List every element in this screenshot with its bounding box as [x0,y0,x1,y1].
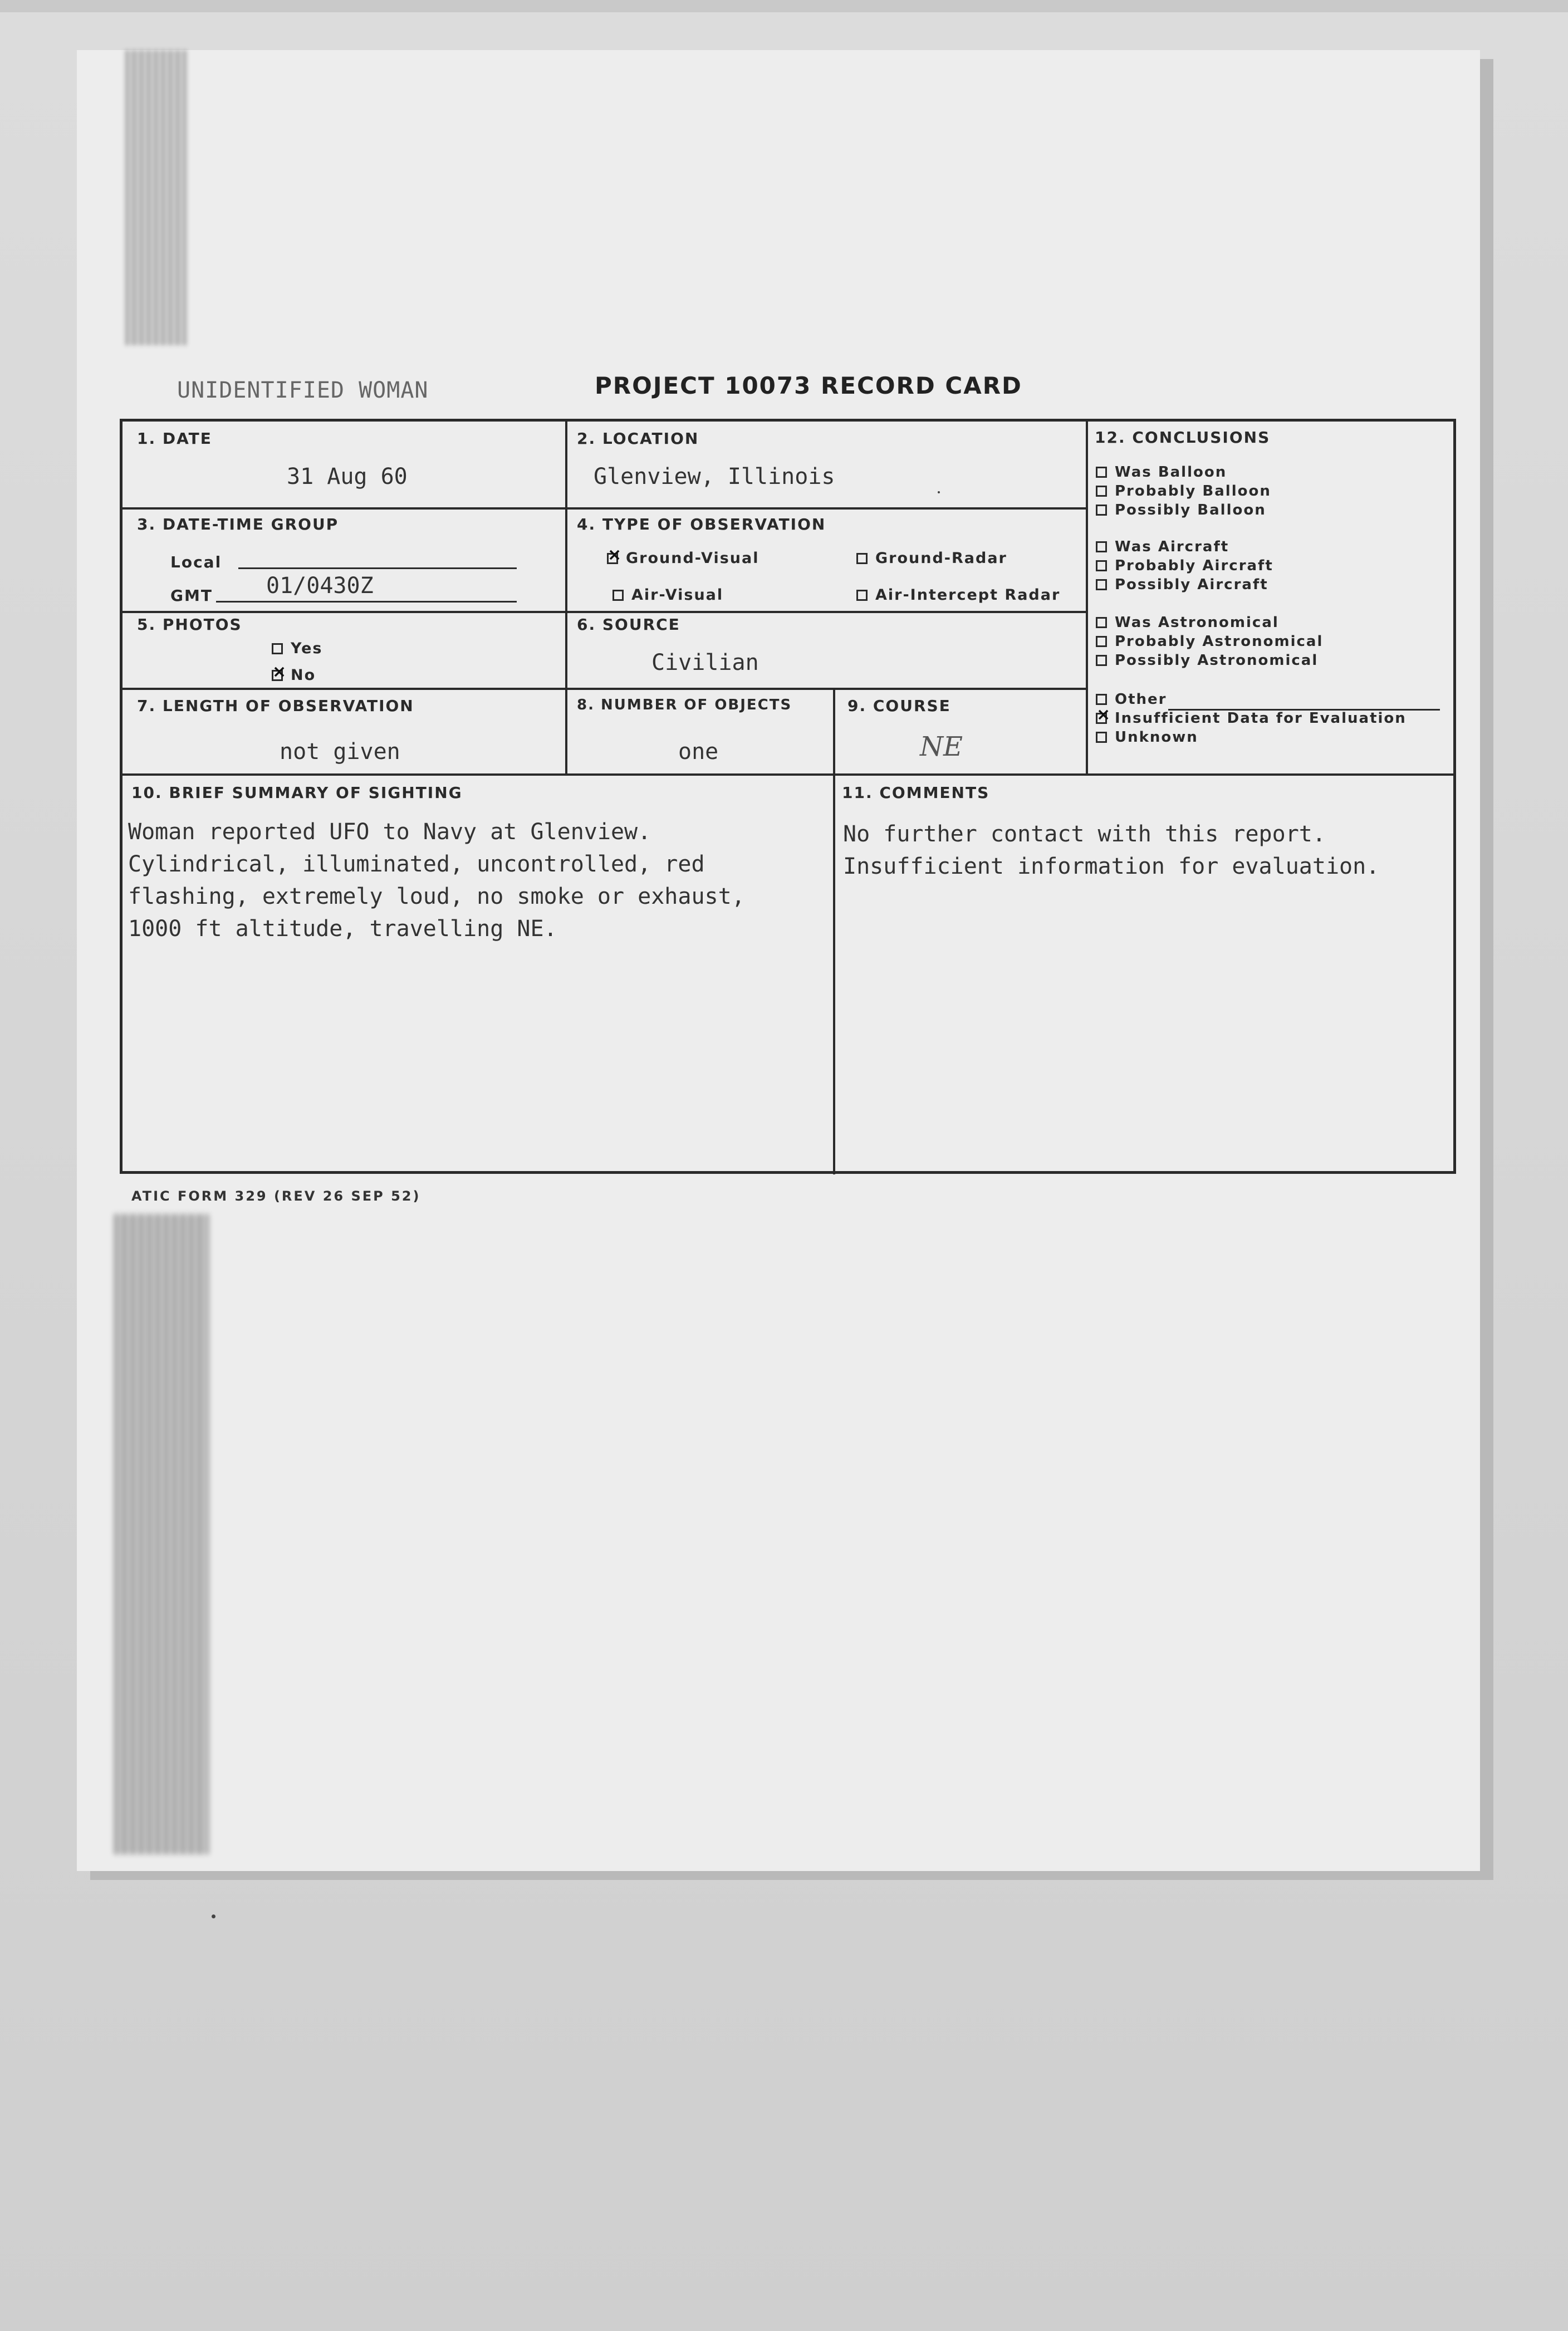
conclusion-was-balloon: Was Balloon [1096,464,1227,481]
summary-line: Cylindrical, illuminated, uncontrolled, red [128,851,705,877]
binding-shadow [125,50,187,345]
checkbox-icon [272,670,283,681]
location-label: 2. LOCATION [577,429,699,448]
checkbox-icon [856,590,868,601]
date-time-group-label: 3. DATE-TIME GROUP [137,515,339,533]
location-value: Glenview, Illinois [594,464,835,489]
gmt-label: GMT [170,586,213,605]
divider [122,773,1453,776]
divider [833,690,835,776]
checkbox-icon [607,553,618,564]
checkbox-icon [1096,541,1107,552]
checkbox-icon [1096,617,1107,628]
comments-label: 11. COMMENTS [842,783,990,802]
summary-text [128,816,745,945]
summary-label: 10. BRIEF SUMMARY OF SIGHTING [131,783,463,802]
summary-line: 1000 ft altitude, travelling NE. [128,916,557,942]
checkbox-icon [1096,713,1107,724]
number-of-objects-label: 8. NUMBER OF OBJECTS [577,697,792,713]
divider [1086,422,1088,776]
observation-type-label: 4. TYPE OF OBSERVATION [577,515,826,533]
checkbox-icon [1096,467,1107,478]
checkbox-icon [1096,486,1107,497]
checkbox-icon [1096,655,1107,666]
date-value: 31 Aug 60 [287,464,408,489]
checkbox-icon [1096,636,1107,647]
length-of-observation-label: 7. LENGTH OF OBSERVATION [137,697,414,715]
checkbox-icon [272,643,283,654]
conclusion-probably-aircraft: Probably Aircraft [1096,557,1273,574]
conclusion-unknown: Unknown [1096,729,1198,746]
source-label: 6. SOURCE [577,615,680,634]
photos-option-no: × No [272,667,316,684]
checkbox-icon [1096,560,1107,571]
length-of-observation-value: not given [280,739,400,765]
gmt-underline [216,601,517,603]
conclusion-probably-balloon: Probably Balloon [1096,483,1271,499]
observation-option-air-intercept-radar: Air-Intercept Radar [856,586,1060,604]
conclusion-insufficient-data: × Insufficient Data for Evaluation [1096,710,1407,727]
checkbox-icon [1096,579,1107,590]
checkbox-icon [1096,694,1107,705]
comments-line: No further contact with this report. [843,821,1326,847]
conclusion-possibly-aircraft: Possibly Aircraft [1096,576,1268,593]
photos-label: 5. PHOTOS [137,615,242,634]
observation-option-ground-radar: Ground-Radar [856,550,1007,567]
conclusion-was-astronomical: Was Astronomical [1096,614,1279,631]
number-of-objects-value: one [678,739,719,765]
observation-option-ground-visual: × Ground-Visual [607,550,759,567]
checkbox-icon [612,590,624,601]
conclusion-possibly-astronomical: Possibly Astronomical [1096,652,1318,669]
divider [565,422,567,776]
divider [566,611,1087,613]
course-value: NE [920,731,963,762]
binding-shadow [114,1214,209,1854]
conclusions-label: 12. CONCLUSIONS [1095,428,1271,447]
divider [122,611,566,613]
course-label: 9. COURSE [847,697,951,715]
divider [122,507,1087,510]
summary-line: flashing, extremely loud, no smoke or exhaust, [128,884,745,909]
case-label: UNIDENTIFIED WOMAN [177,378,429,403]
checkbox-icon [1096,505,1107,516]
source-value: Civilian [651,650,759,675]
gmt-value: 01/0430Z [266,573,374,599]
local-label: Local [170,553,222,571]
checkbox-icon [856,553,868,564]
observation-option-air-visual: Air-Visual [612,586,723,604]
form-number: ATIC FORM 329 (REV 26 SEP 52) [131,1188,421,1204]
speck [938,491,940,493]
checkbox-icon [1096,732,1107,743]
local-underline [238,567,517,569]
speck [212,1914,215,1918]
card-title: PROJECT 10073 RECORD CARD [595,372,1022,399]
photos-option-yes: Yes [272,640,322,657]
divider [122,688,1087,690]
conclusion-probably-astronomical: Probably Astronomical [1096,633,1323,650]
conclusion-possibly-balloon: Possibly Balloon [1096,502,1266,518]
record-card [120,419,1456,1174]
summary-line: Woman reported UFO to Navy at Glenview. [128,819,651,845]
date-label: 1. DATE [137,429,212,448]
comments-text [843,818,1379,883]
conclusion-was-aircraft: Was Aircraft [1096,538,1229,555]
comments-line: Insufficient information for evaluation. [843,854,1380,879]
conclusion-other: Other [1096,691,1167,708]
